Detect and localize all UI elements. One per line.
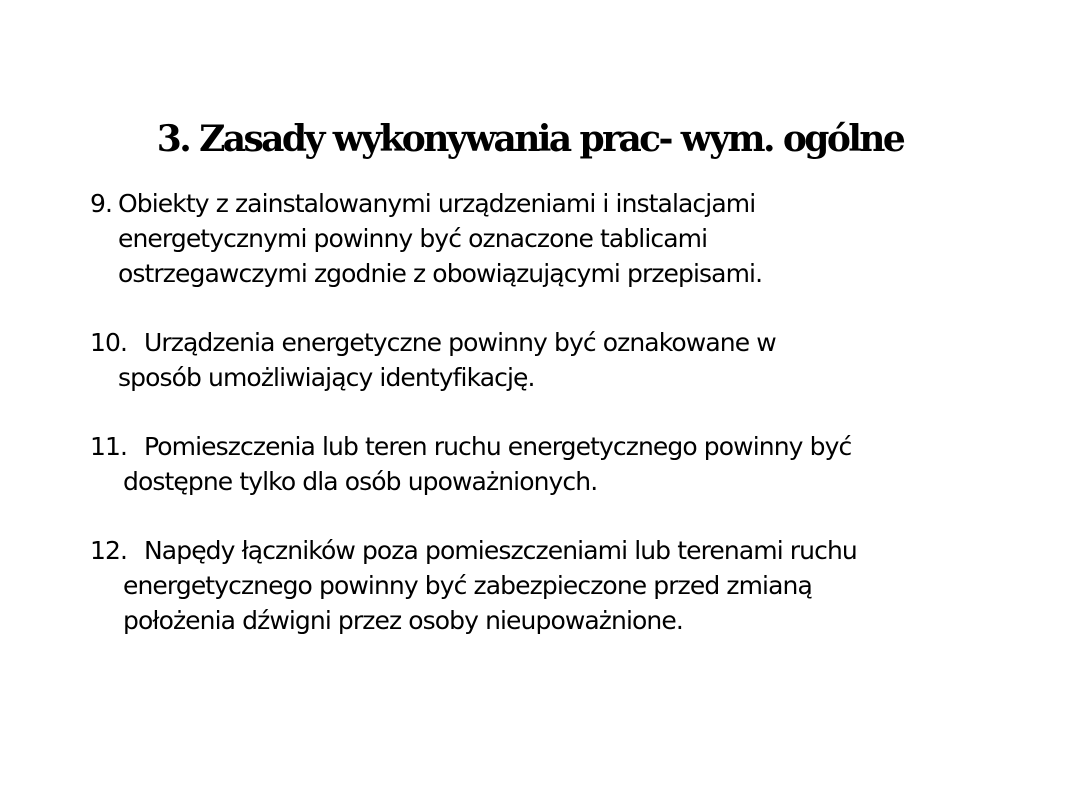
rule-item-12: [90, 533, 990, 638]
slide-title: 3. Zasady wykonywania prac- wym. ogólne: [156, 118, 904, 160]
rule-item-11: [90, 429, 990, 499]
rule-line: sposób umożliwiający identyfikację.: [118, 363, 535, 392]
rule-line: położenia dźwigni przez osoby nieupoważnione.: [123, 606, 683, 635]
rule-item-10: [90, 325, 990, 395]
rule-number: 10.: [90, 328, 128, 357]
rule-text: Obiekty z zainstalowanymi urządzeniami i instalacjami: [118, 189, 756, 218]
rule-line: [90, 325, 990, 360]
rule-text: Napędy łączników poza pomieszczeniami lub terenami ruchu: [144, 536, 857, 565]
rule-line: dostępne tylko dla osób upoważnionych.: [123, 467, 598, 496]
rule-line: ostrzegawczymi zgodnie z obowiązującymi przepisami.: [118, 259, 763, 288]
rule-line: [90, 533, 990, 568]
rules-list: [90, 186, 990, 638]
rule-number: 9.: [90, 189, 113, 218]
rule-number: 11.: [90, 432, 128, 461]
rule-line: [90, 429, 990, 464]
rule-text: Pomieszczenia lub teren ruchu energetycznego powinny być: [144, 432, 852, 461]
rule-line: energetycznego powinny być zabezpieczone przed zmianą: [123, 571, 812, 600]
rule-text: Urządzenia energetyczne powinny być oznakowane w: [144, 328, 776, 357]
rule-number: 12.: [90, 536, 128, 565]
rule-line: energetycznymi powinny być oznaczone tablicami: [118, 224, 708, 253]
rule-line: [90, 186, 990, 221]
rule-item-9: [90, 186, 990, 291]
